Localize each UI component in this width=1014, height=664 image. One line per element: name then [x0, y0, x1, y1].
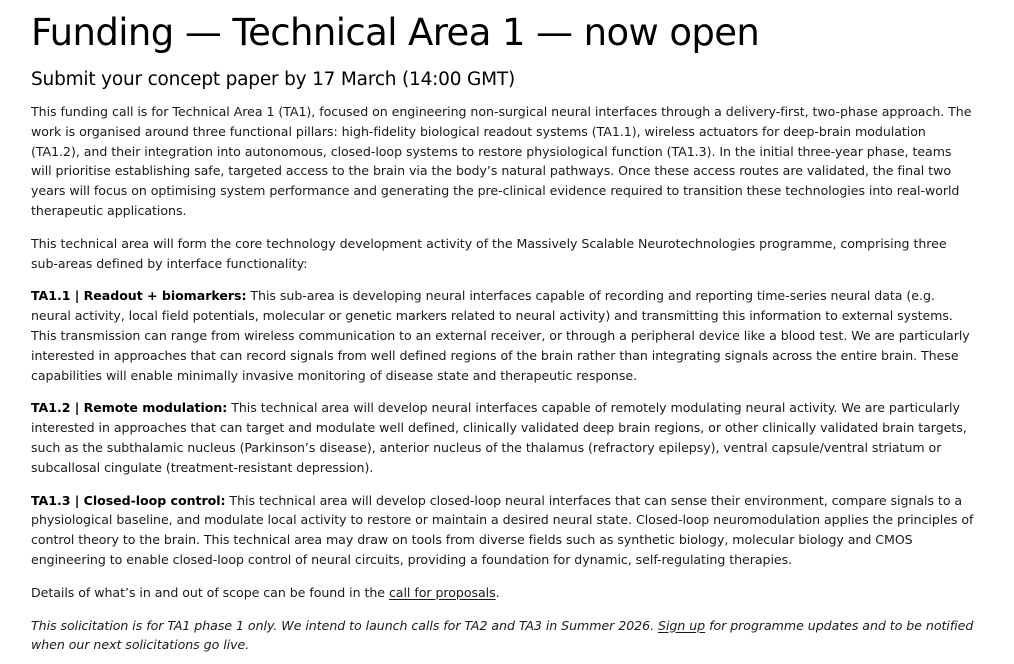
solicitation-note — [31, 616, 974, 656]
core-paragraph: This technical area will form the core technology development activity of the Massively Scalable Neurotechnologies programme, comprising three sub-areas defined by interface functionality: — [31, 235, 947, 271]
ta12-paragraph — [31, 398, 974, 477]
ta12-text: This technical area will develop neural interfaces capable of remotely modulating neural activity. We are particularly interested in approaches that can target and modulate well defined, clinically validated deep brain regions, or other clinically validated brain targets, such as the subthalamic nucleus (Parkinson’s disease), anterior nucleus of the thalamus (refractory epilepsy), ventral capsule/ventral striatum or subcallosal cingulate (treatment-resistant depression). — [31, 400, 967, 475]
intro-paragraph: This funding call is for Technical Area 1 (TA1), focused on engineering non-surgical neural interfaces through a delivery-first, two-phase approach. The work is organised around three functional pillars: high-fidelity biological readout systems (TA1.1), wireless actuators for deep-brain modulation (TA1.2), and their integration into autonomous, closed-loop systems to restore physiological function (TA1.3). In the initial three-year phase, teams will prioritise establishing safe, targeted access to the brain via the body’s natural pathways. Once these access routes are validated, the final two years will focus on optimising system performance and generating the pre-clinical evidence required to transition these technologies into real-world therapeutic applications. — [31, 104, 972, 218]
ta11-heading: TA1.1 | Readout + biomarkers: — [31, 288, 247, 304]
ta13-text: This technical area will develop closed-loop neural interfaces that can sense their environment, compare signals to a physiological baseline, and modulate local activity to restore or maintain a desired neural state. Closed-loop neuromodulation applies the principles of control theory to the brain. This technical area may draw on tools from diverse fields such as synthetic biology, molecular biology and CMOS engineering to enable closed-loop control of neural circuits, providing a foundation for dynamic, self-regulating therapies. — [31, 492, 974, 567]
ta11-text: This sub-area is developing neural interfaces capable of recording and reporting time-series neural data (e.g. neural activity, local field potentials, molecular or genetic markers related to neural activity) and transmitting this information to external systems. This transmission can range from wireless communication to an external receiver, or through a peripheral device like a blood test. We are particularly interested in approaches that can record signals from well defined regions of the brain rather than integrating signals across the entire brain. These capabilities will enable minimally invasive monitoring of disease state and therapeutic response. — [31, 288, 970, 383]
scope-paragraph — [31, 583, 974, 603]
ta12-heading: TA1.2 | Remote modulation: — [31, 400, 228, 416]
page-title: Funding — Technical Area 1 — now open — [31, 11, 760, 54]
note-end: for programme updates and to be notified when our next solicitations go live. — [31, 617, 974, 653]
page-subtitle: Submit your concept paper by 17 March (14:00 GMT) — [31, 69, 516, 90]
ta13-heading: TA1.3 | Closed-loop control: — [31, 492, 226, 508]
ta11-paragraph — [31, 286, 974, 385]
ta13-paragraph — [31, 491, 974, 570]
scope-end: . — [495, 584, 500, 600]
call-for-proposals-link[interactable]: call for proposals — [388, 584, 496, 600]
sign-up-link[interactable]: Sign up — [658, 617, 706, 633]
scope-text: Details of what’s in and out of scope can be found in the — [31, 584, 389, 600]
note-text: This solicitation is for TA1 phase 1 only. We intend to launch calls for TA2 and TA3 in Summer 2026. — [31, 617, 659, 633]
